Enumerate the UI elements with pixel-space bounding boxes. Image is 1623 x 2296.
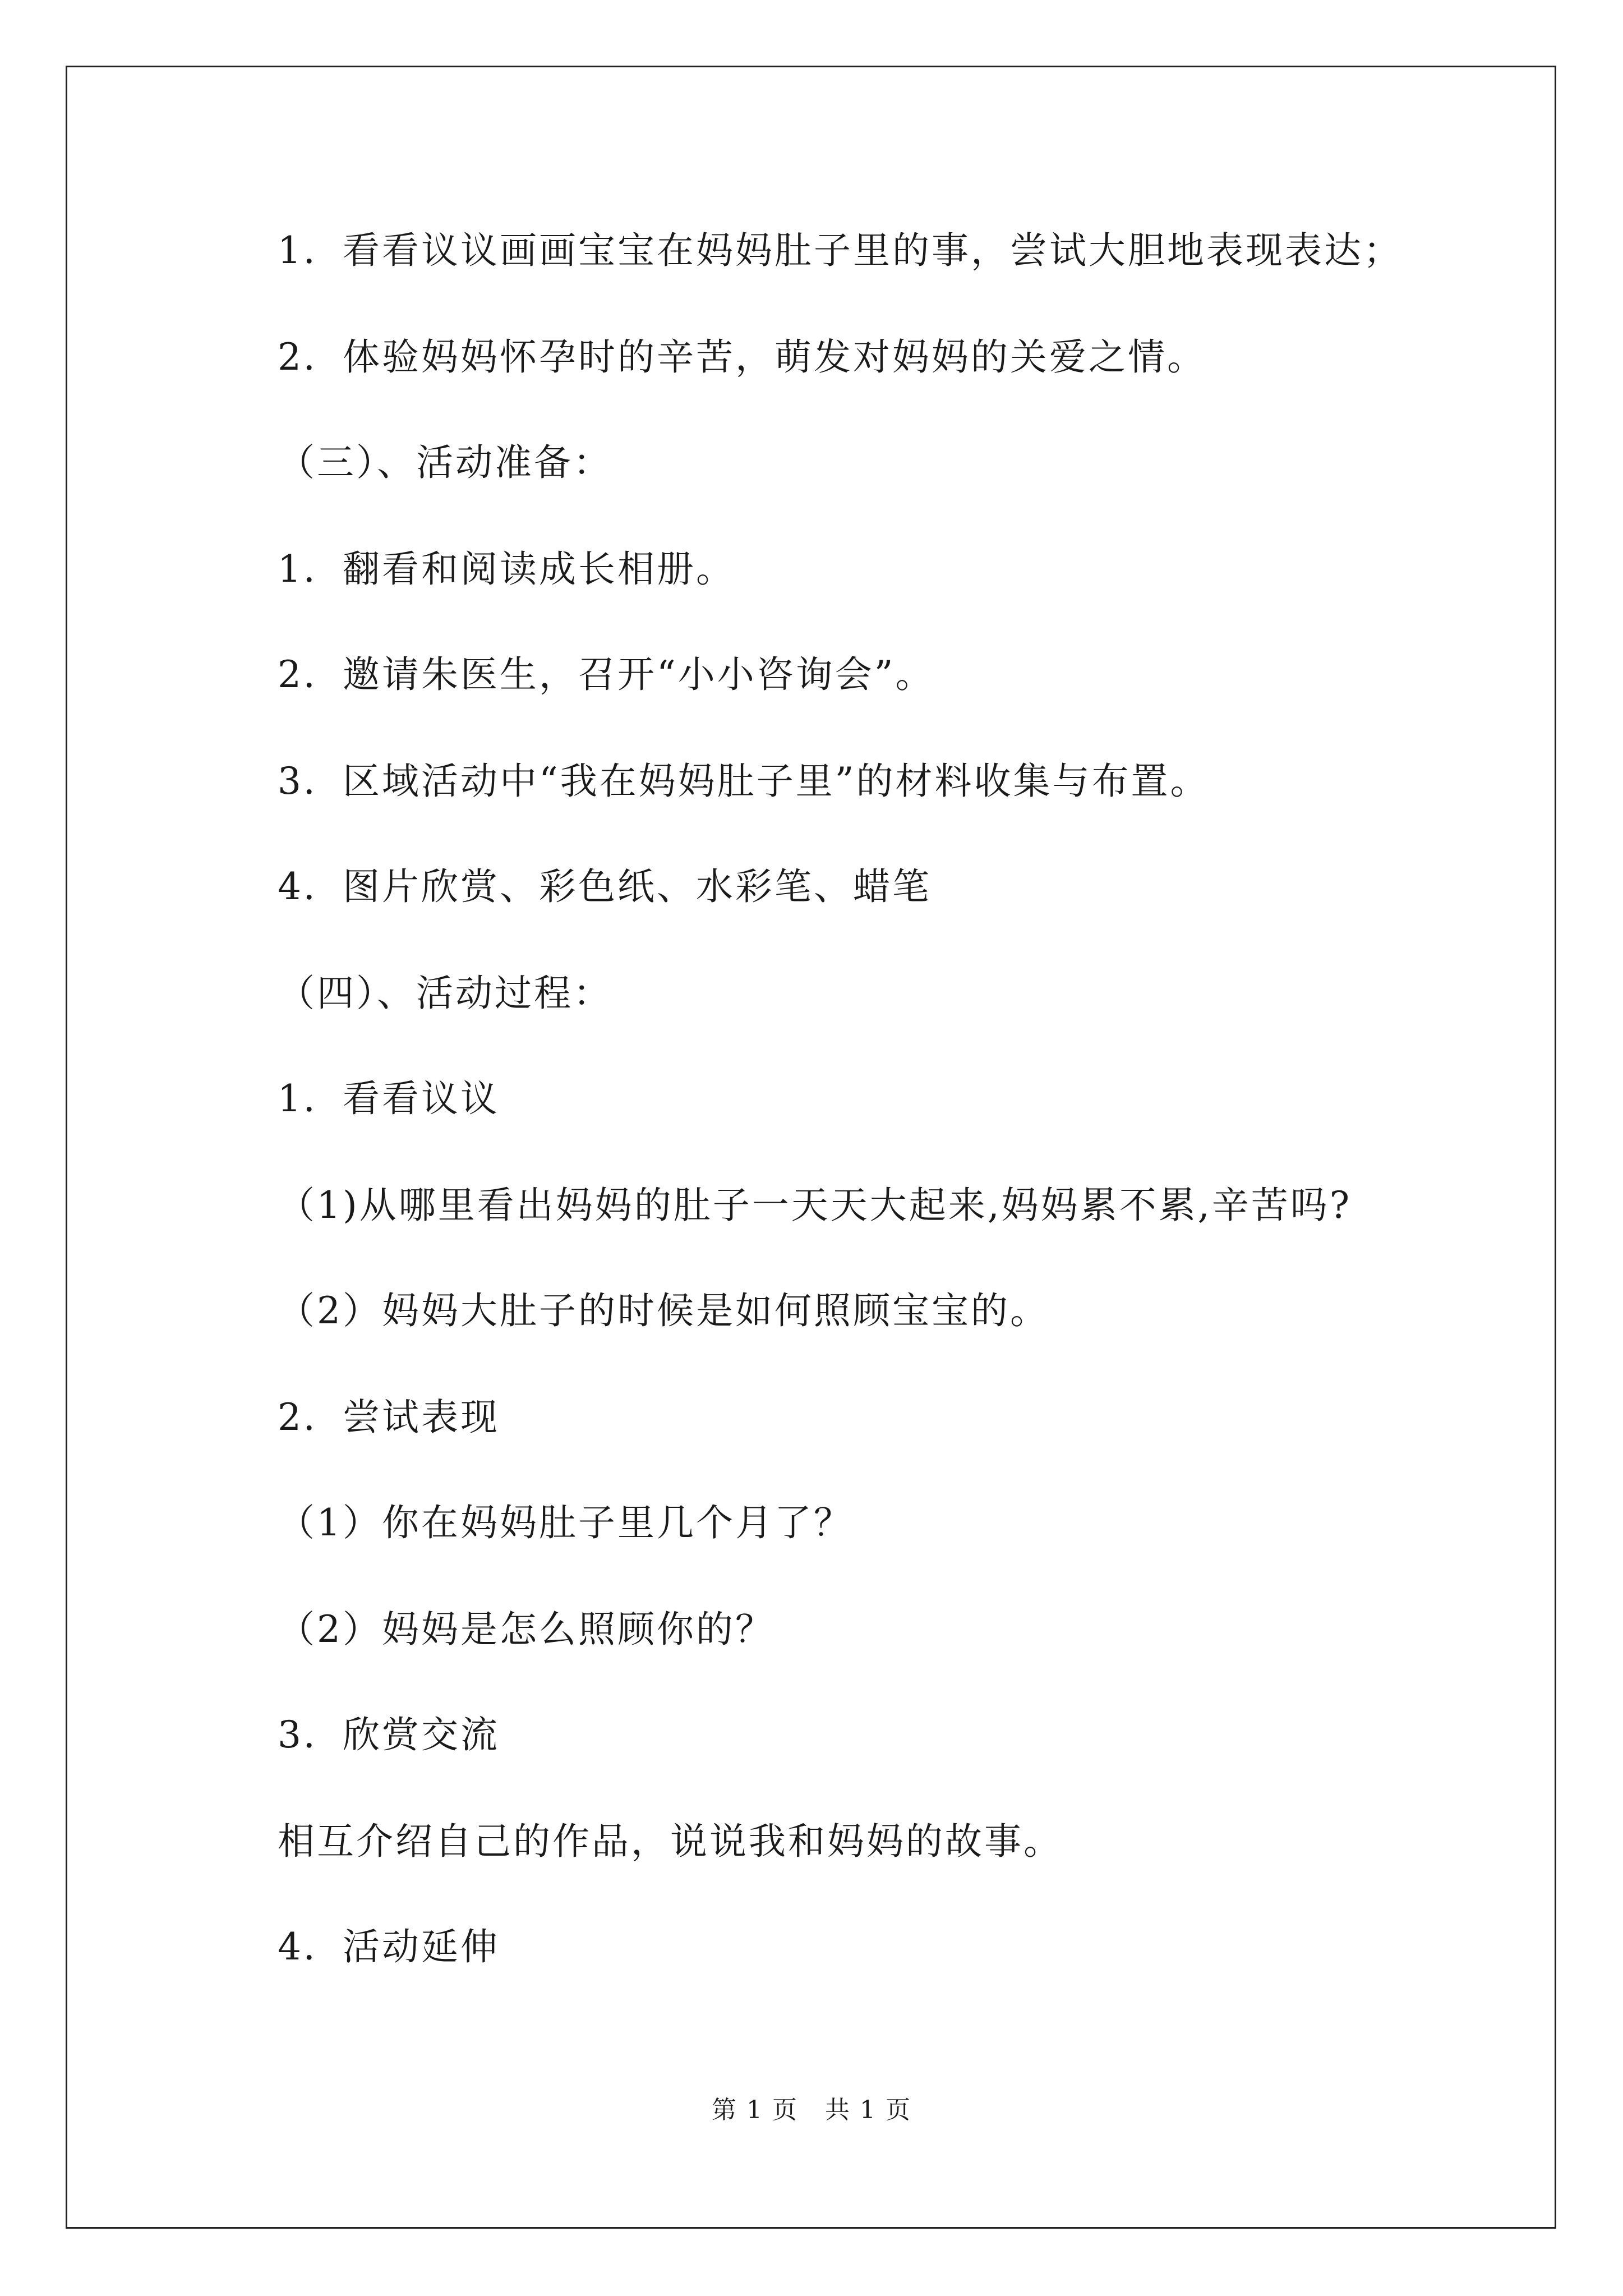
text-line-16: 相互介绍自己的作品，说说我和妈妈的故事。	[278, 1820, 1063, 1863]
text-line-2: 2．体验妈妈怀孕时的辛苦，萌发对妈妈的关爱之情。	[278, 335, 1206, 379]
text-line-1: 1．看看议议画画宝宝在妈妈肚子里的事，尝试大胆地表现表达；	[278, 229, 1403, 272]
text-line-6: 3．区域活动中“我在妈妈肚子里”的材料收集与布置。	[278, 760, 1210, 803]
text-line-10: （1)从哪里看出妈妈的肚子一天天大起来,妈妈累不累,辛苦吗?	[278, 1184, 1352, 1227]
page-footer: 第 1 页 共 1 页	[712, 2096, 911, 2124]
text-line-11: （2）妈妈大肚子的时候是如何照顾宝宝的。	[278, 1289, 1049, 1332]
text-line-5: 2．邀请朱医生，召开“小小咨询会”。	[278, 653, 935, 696]
text-line-13: （1）你在妈妈肚子里几个月了？	[278, 1501, 853, 1544]
text-line-12: 2．尝试表现	[278, 1396, 500, 1439]
text-line-4: 1．翻看和阅读成长相册。	[278, 547, 735, 591]
page-frame	[66, 66, 1556, 2229]
text-line-9: 1．看看议议	[278, 1077, 500, 1120]
section-heading-process: （四）、活动过程：	[278, 972, 612, 1015]
text-line-14: （2）妈妈是怎么照顾你的？	[278, 1608, 774, 1651]
text-line-15: 3．欣赏交流	[278, 1713, 500, 1756]
section-heading-preparation: （三）、活动准备：	[278, 441, 612, 484]
text-line-17: 4．活动延伸	[278, 1925, 500, 1968]
text-line-7: 4．图片欣赏、彩色纸、水彩笔、蜡笔	[278, 865, 932, 908]
